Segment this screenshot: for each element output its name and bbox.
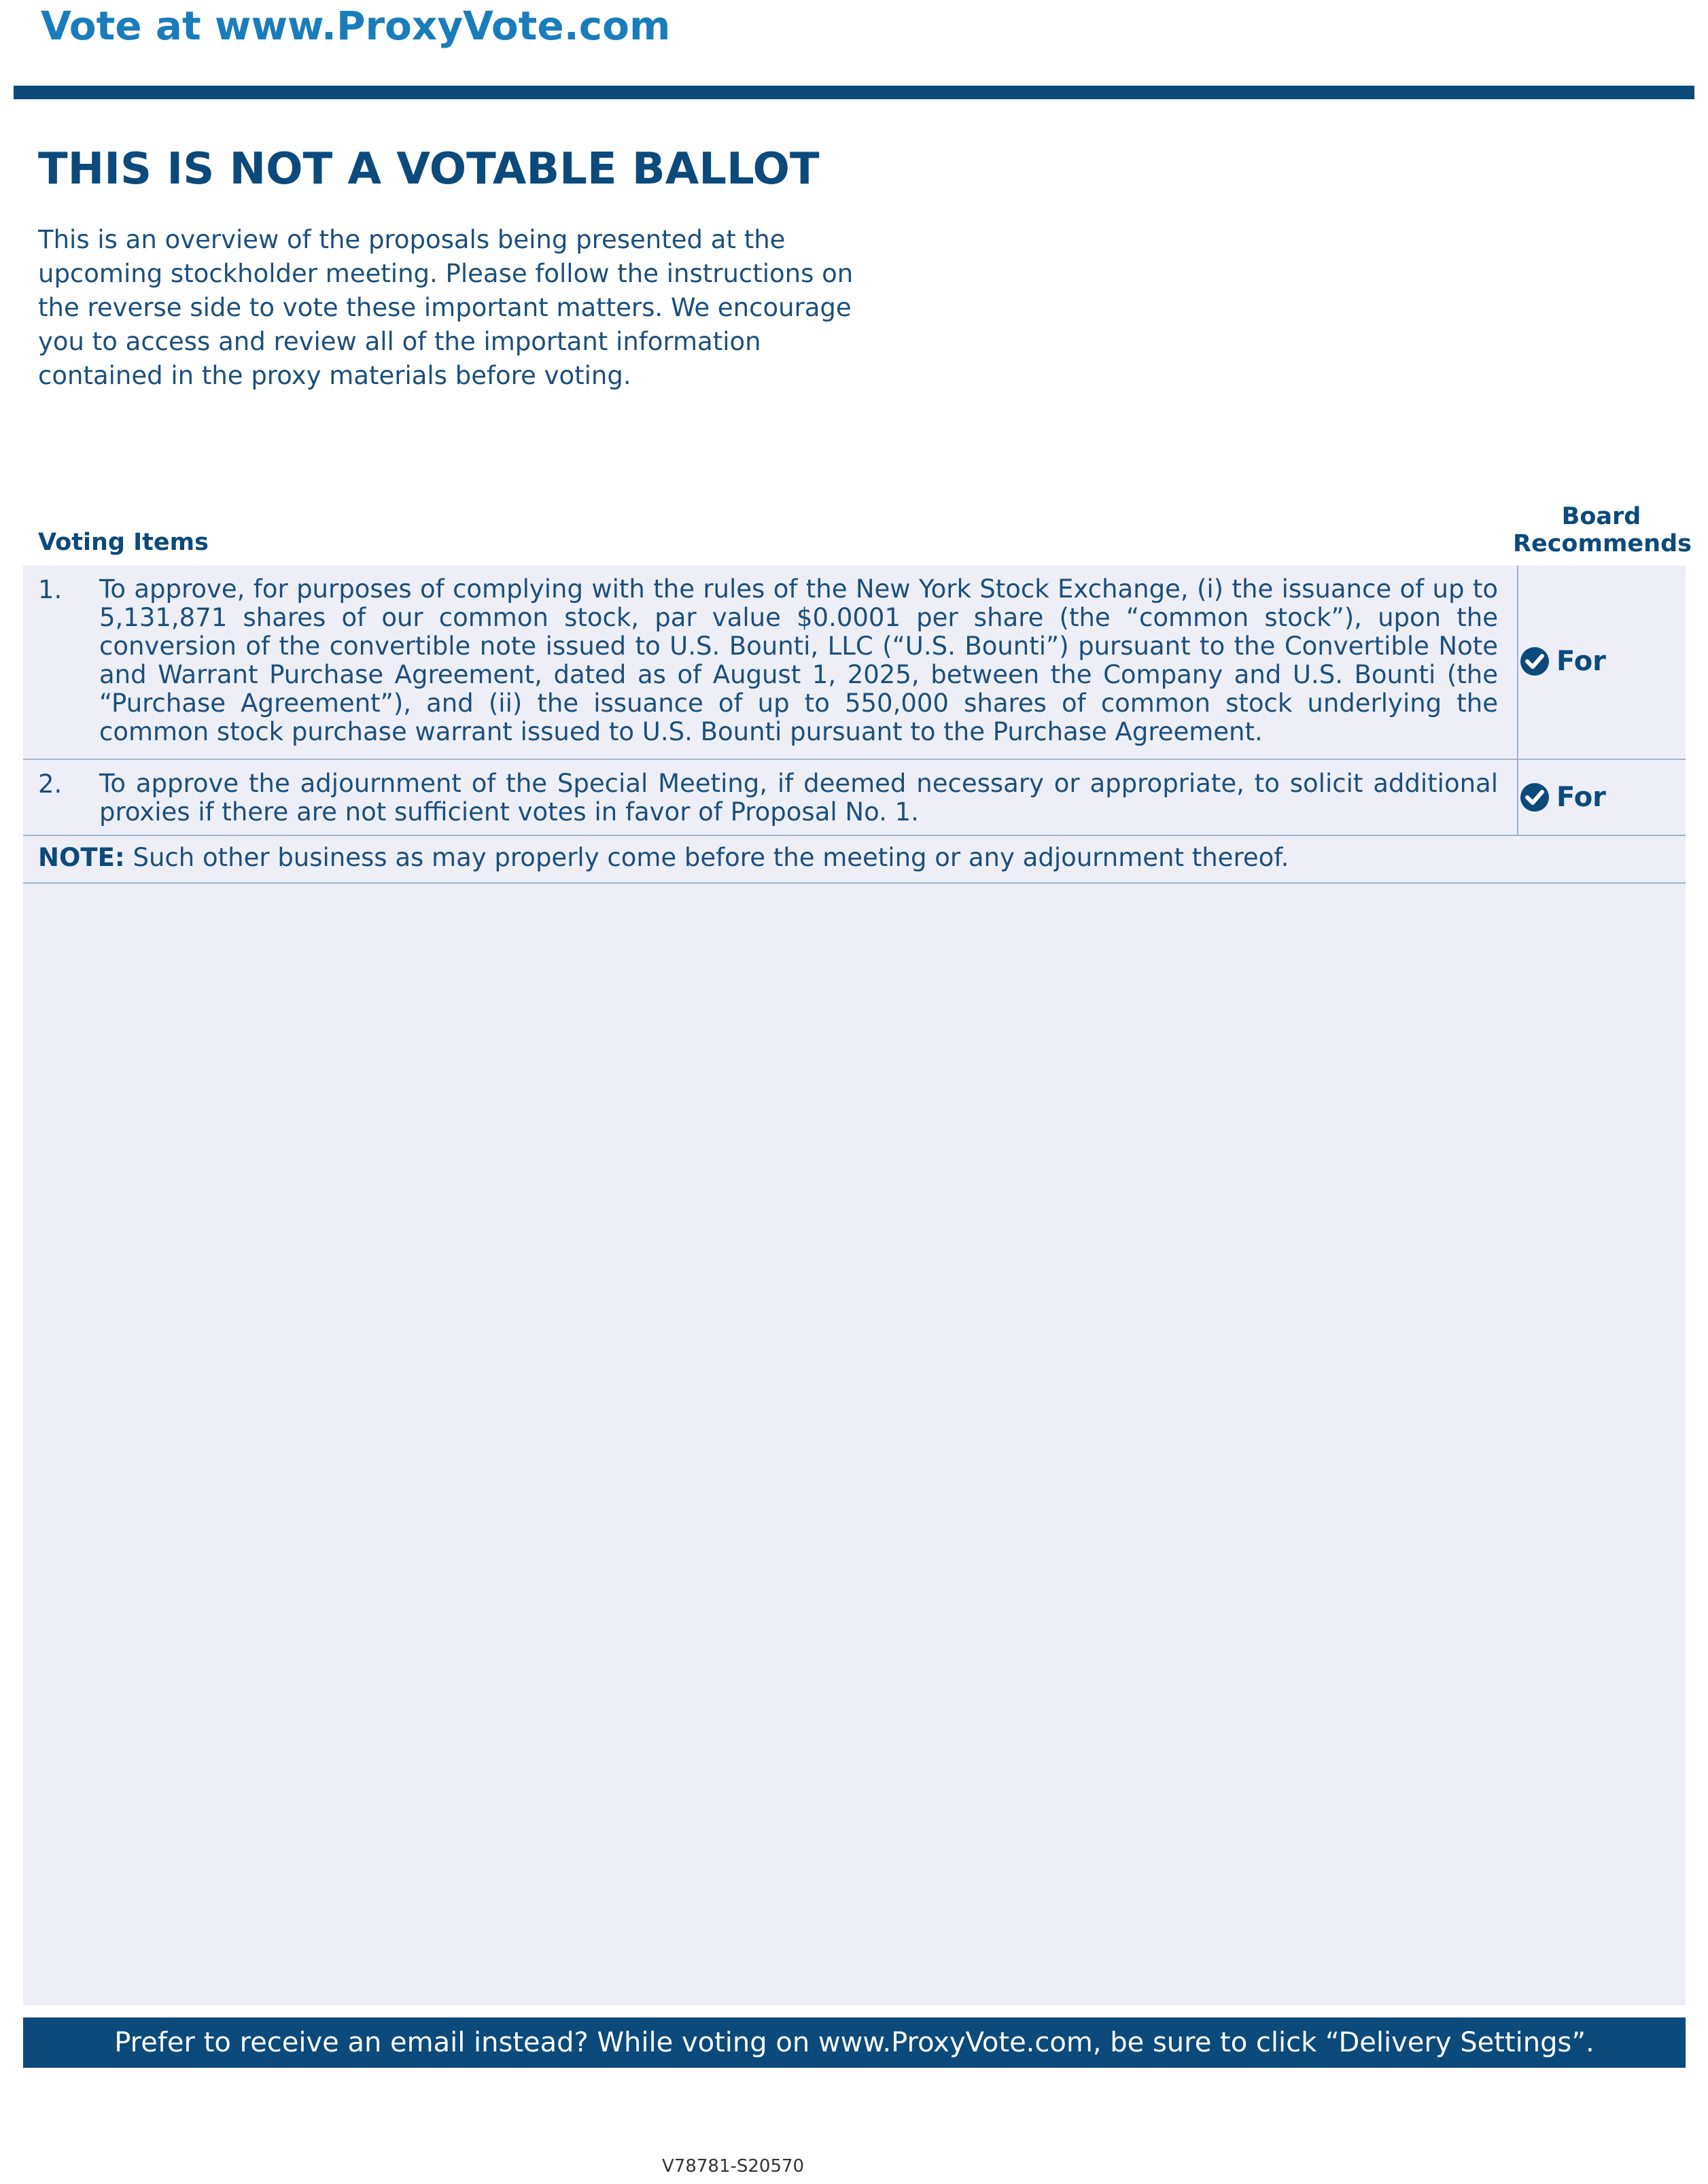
note-body: Such other business as may properly come before the meeting or any adjournment thereof. — [124, 843, 1289, 872]
header-divider — [14, 86, 1694, 99]
item-text: To approve, for purposes of complying with the rules of the New York Stock Exchange, (i) the issuance of up to 5,131,871 shares of our common stock, par value $0.0001 per share (the “common stock”), upon the conversion of the convertible note issued to U.S. Bounti, LLC (“U.S. Bounti”) pursuant to the Convertible Note and Warrant Purchase Agreement, dated as of August 1, 2025, between the Company and U.S. Bounti (the “Purchase Agreement”), and (ii) the issuance of up to 550,000 shares of common stock underlying the common stock purchase warrant issued to U.S. Bounti pursuant to the Purchase Agreement. — [99, 574, 1498, 746]
recommendation-label: For — [1556, 646, 1606, 677]
recommendation-label: For — [1556, 782, 1606, 813]
check-circle-icon — [1520, 646, 1550, 676]
item-number: 1. — [38, 575, 63, 604]
recommendation — [1520, 782, 1606, 813]
note-label: NOTE: — [38, 843, 125, 872]
recommendation — [1520, 646, 1606, 677]
column-divider — [1517, 760, 1518, 836]
item-number: 2. — [38, 769, 63, 799]
document-code: V78781-S20570 — [662, 2156, 805, 2177]
column-header-board-recommends — [1513, 503, 1690, 557]
column-header-board-line2: Recommends — [1513, 530, 1692, 557]
column-header-board-line1: Board — [1561, 503, 1641, 530]
table-row — [23, 566, 1686, 760]
note-text — [38, 843, 1289, 872]
note-row — [23, 836, 1686, 884]
column-header-voting-items: Voting Items — [38, 529, 209, 556]
delivery-settings-banner: Prefer to receive an email instead? While voting on www.ProxyVote.com, be sure to click “Delivery Settings”. — [23, 2017, 1686, 2068]
check-circle-icon — [1520, 782, 1550, 812]
table-row — [23, 760, 1686, 836]
item-text: To approve the adjournment of the Special Meeting, if deemed necessary or appropriate, to solicit additional proxies if there are not sufficient votes in favor of Proposal No. 1. — [99, 769, 1498, 827]
page-title: THIS IS NOT A VOTABLE BALLOT — [38, 144, 820, 194]
intro-paragraph: This is an overview of the proposals being presented at the upcoming stockholder meeting. Please follow the instructions on the reverse side to vote these important matters. We encourage you to access and review all of the important information contained in the proxy materials before voting. — [38, 225, 854, 390]
column-divider — [1517, 566, 1518, 759]
header-title: Vote at www.ProxyVote.com — [41, 3, 671, 49]
